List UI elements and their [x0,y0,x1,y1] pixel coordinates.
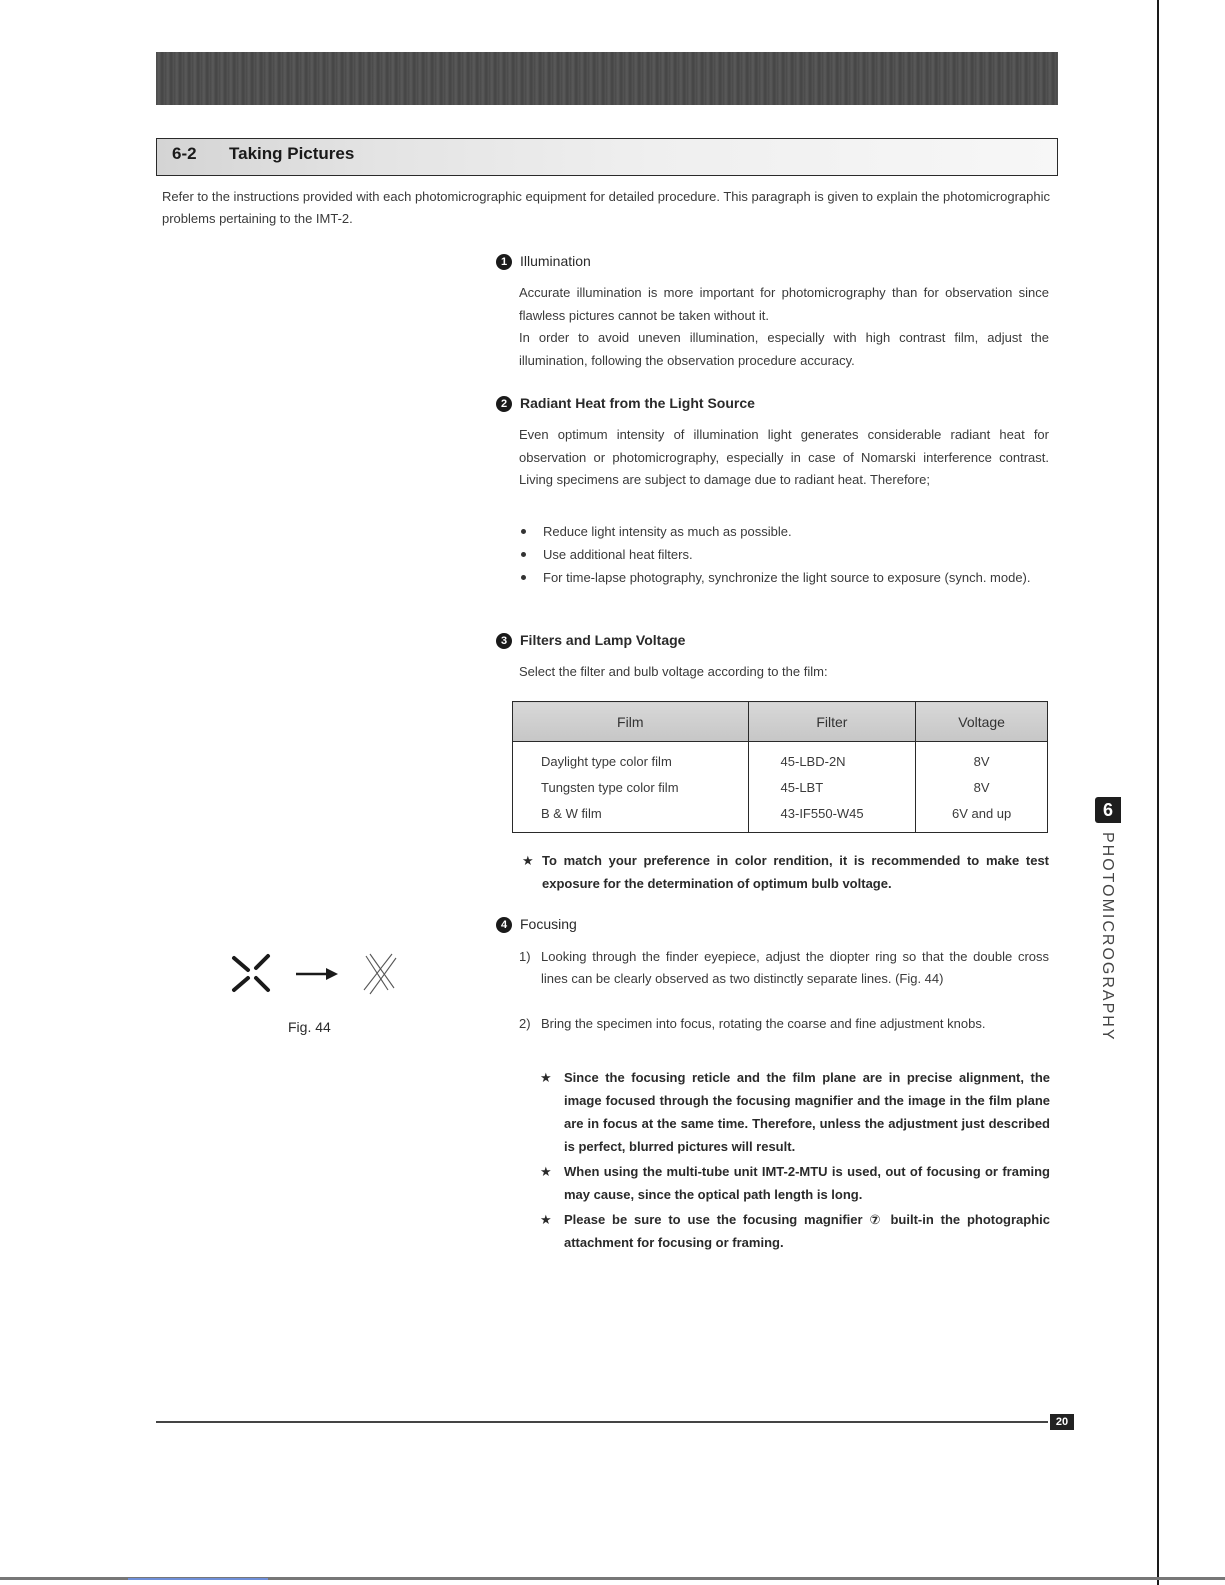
page-number: 20 [1050,1414,1074,1430]
focusing-note: ★ Please be sure to use the focusing magnifier ⑦ built-in the photographic attachment for focusing or framing. [540,1208,1050,1254]
bullet-item: Reduce light intensity as much as possible. [519,520,1049,543]
star-icon: ★ [540,1164,552,1179]
film-filter-voltage-table [512,701,1048,833]
star-icon: ★ [540,1070,552,1085]
table-header-film: Film [513,702,749,742]
item-number-badge: 1 [496,254,512,270]
focusing-step-2 [519,1013,1049,1035]
table-cell: 45-LBT [748,774,916,800]
table-row [513,800,1048,833]
table-cell: 8V [916,742,1048,775]
table-cell: Tungsten type color film [541,779,679,795]
bullet-dot-icon [521,575,526,580]
item-focusing-heading [496,916,577,933]
item-title: Focusing [520,916,577,932]
item-radiant-heat-heading [496,395,755,412]
step-text: Bring the specimen into focus, rotating the coarse and fine adjustment knobs. [541,1016,986,1031]
header-band [156,52,1058,105]
voltage-note: ★ To match your preference in color rendition, it is recommended to make test exposure for the determination of optimum bulb voltage. [519,849,1049,895]
illumination-paragraph-2: In order to avoid uneven illumination, especially with high contrast film, adjust the illumination, following the observation procedure accuracy. [519,330,1049,368]
bullet-item: For time-lapse photography, synchronize the light source to exposure (synch. mode). [519,566,1049,589]
table-cell: B & W film [541,805,602,821]
link-underline[interactable] [128,1578,268,1580]
section-title: Taking Pictures [229,144,355,163]
item-title: Filters and Lamp Voltage [520,632,686,648]
section-header [156,138,1058,176]
illumination-paragraph-1: Accurate illumination is more important for photomicrography than for observation since flawless pictures cannot be taken without it. [519,285,1049,323]
table-cell: Daylight type color film [541,753,672,769]
item-title: Illumination [520,253,591,269]
figure-caption: Fig. 44 [288,1019,331,1035]
table-cell: 6V and up [916,800,1048,833]
step-number: 1) [519,949,531,964]
focusing-notes-list [540,1066,1050,1256]
item-number-badge: 4 [496,917,512,933]
table-cell: 8V [916,774,1048,800]
table-row [513,742,1048,775]
bullet-dot-icon [521,529,526,534]
star-icon: ★ [540,1212,552,1227]
item-filters-heading [496,632,685,649]
focusing-note: ★ Since the focusing reticle and the film plane are in precise alignment, the image focused through the focusing magnifier and the image in the film plane are in focus at the same time. Therefore, unless the adjustment just described is perfect, blurred pictures will result. [540,1066,1050,1158]
section-number: 6-2 [172,144,197,163]
page-edge-right [1157,0,1159,1585]
table-cell: 43-IF550-W45 [748,800,916,833]
step-number: 2) [519,1016,531,1031]
chapter-tab: 6 [1095,797,1121,823]
focusing-step-1 [519,946,1049,990]
arrow-right-icon [296,968,338,980]
filters-paragraph: Select the filter and bulb voltage according to the film: [519,664,828,679]
radiant-heat-paragraph: Even optimum intensity of illumination light generates considerable radiant heat for observation or photomicrography, especially in case of Nomarski interference contrast. Living specimens are subject to damage due to radiant heat. Therefore; [519,427,1049,487]
footer-rule [156,1421,1048,1423]
step-text: Looking through the finder eyepiece, adjust the diopter ring so that the double cross lines can be clearly observed as two distinctly separate lines. (Fig. 44) [541,949,1049,986]
star-icon: ★ [522,853,534,868]
item-number-badge: 2 [496,396,512,412]
table-header-row [513,702,1048,742]
bullet-item: Use additional heat filters. [519,543,1049,566]
chapter-side-label: PHOTOMICROGRAPHY [1099,832,1116,1042]
item-title: Radiant Heat from the Light Source [520,395,755,411]
bullet-dot-icon [521,552,526,557]
item-illumination-heading [496,253,591,270]
focusing-note: ★ When using the multi-tube unit IMT-2-MTU is used, out of focusing or framing may cause, since the optical path length is long. [540,1160,1050,1206]
table-header-filter: Filter [748,702,916,742]
table-header-voltage: Voltage [916,702,1048,742]
table-cell: 45-LBD-2N [748,742,916,775]
item-number-badge: 3 [496,633,512,649]
table-row [513,774,1048,800]
intro-paragraph: Refer to the instructions provided with each photomicrographic equipment for detailed procedure. This paragraph is given to explain the photomicrographic problems pertaining to the IMT-2. [162,189,1050,226]
radiant-heat-bullet-list [519,520,1049,589]
reticle-cross-lines-icon [228,950,404,998]
